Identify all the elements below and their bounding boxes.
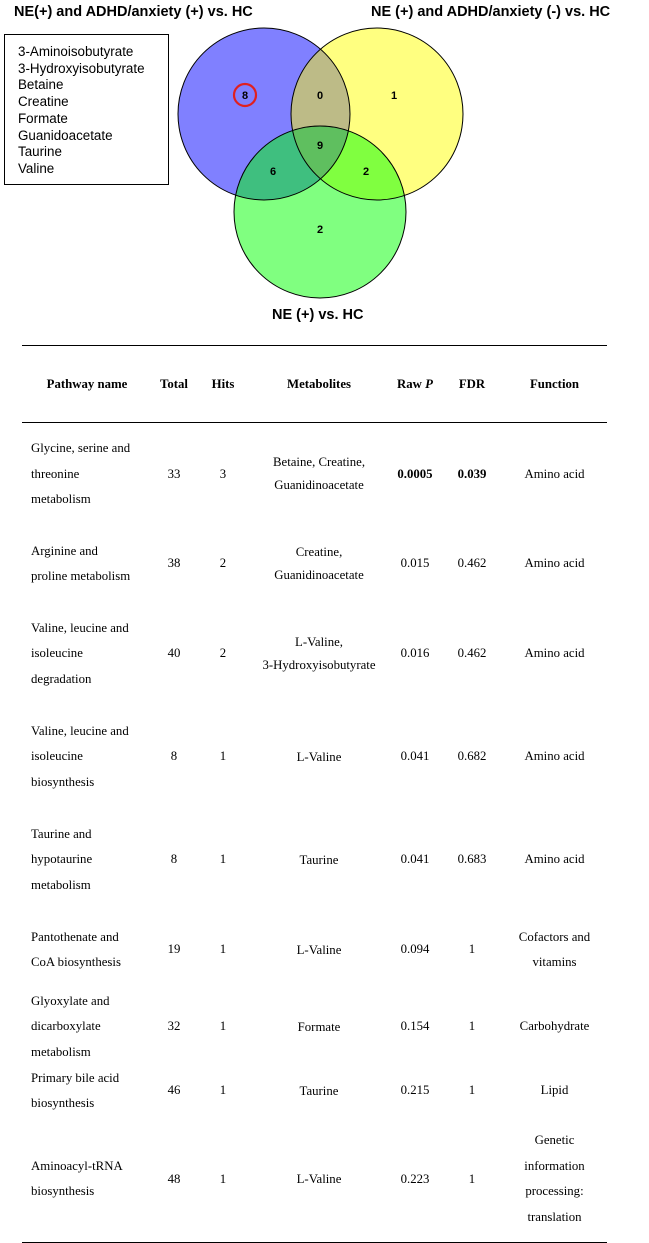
fdr-cell: 0.682: [457, 749, 487, 764]
function-cell: [502, 706, 607, 809]
metabolites-cell-line: L-Valine: [296, 942, 342, 957]
pathway-name-cell-line: biosynthesis: [31, 1184, 95, 1199]
header-metabolites: Metabolites: [250, 346, 388, 423]
hits-cell: 1: [219, 852, 227, 867]
metabolites-cell: [250, 912, 388, 989]
venn-title-left: NE(+) and ADHD/anxiety (+) vs. HC: [14, 4, 253, 20]
raw-p-cell: 0.215: [400, 1083, 430, 1098]
table-row: [22, 1117, 607, 1243]
hits-cell: 1: [219, 1019, 227, 1034]
header-function: Function: [502, 346, 607, 423]
total-cell: 48: [152, 1117, 196, 1243]
pathway-name-cell-line: threonine: [31, 466, 80, 481]
metabolite-item: Formate: [18, 110, 68, 126]
function-cell-line: Cofactors and: [518, 929, 591, 944]
header-raw-p: [388, 346, 442, 423]
metabolites-cell-line: L-Valine: [296, 749, 342, 764]
venn-title-right: NE (+) and ADHD/anxiety (-) vs. HC: [371, 4, 611, 20]
metabolites-cell-line: L-Valine: [296, 1171, 342, 1186]
pathway-name-cell-line: hypotaurine: [31, 852, 93, 867]
metabolites-cell-line: Betaine, Creatine,: [272, 455, 366, 470]
metabolites-cell-line: Guanidinoacetate: [274, 568, 364, 582]
region-left-bottom: 6: [269, 166, 277, 178]
header-pathway: Pathway name: [22, 346, 152, 423]
hits-cell: 2: [219, 646, 227, 661]
pathway-name-cell-line: isoleucine: [31, 646, 83, 661]
function-cell-line: Amino acid: [524, 466, 585, 481]
hits-cell: 2: [219, 556, 227, 571]
metabolites-cell-line: Creatine,: [295, 545, 343, 559]
total-cell: 32: [167, 1019, 181, 1034]
total-cell: 46: [167, 1083, 181, 1098]
total-cell: 19: [167, 942, 181, 957]
table-row: [22, 912, 607, 989]
total-cell: 40: [167, 646, 181, 661]
total-cell: 8: [170, 749, 178, 764]
fdr-cell: 1: [468, 1019, 476, 1034]
pathway-name-cell-line: degradation: [31, 671, 92, 686]
metabolites-cell: [250, 1066, 388, 1117]
metabolites-cell: [250, 706, 388, 809]
pathway-name-cell-line: Glycine, serine and: [31, 441, 131, 455]
function-cell-line: Lipid: [540, 1083, 569, 1098]
pathway-name-cell: [22, 526, 152, 603]
table-row: [22, 603, 607, 706]
fdr-cell: 0.039: [457, 466, 487, 481]
metabolites-cell-line: 3-Hydroxyisobutyrate: [262, 658, 376, 672]
table-row: [22, 1066, 607, 1117]
function-cell-line: translation: [527, 1209, 582, 1224]
pathway-name-cell-line: metabolism: [31, 877, 91, 892]
raw-p-cell: 0.016: [400, 646, 430, 661]
metabolites-cell-line: Guanidinoacetate: [274, 478, 364, 493]
function-cell: [502, 1117, 607, 1243]
venn-title-bottom: NE (+) vs. HC: [272, 307, 364, 323]
hits-cell: 1: [219, 942, 227, 957]
pathway-name-cell: [22, 912, 152, 989]
raw-p-cell: 0.154: [400, 1019, 430, 1034]
total-cell: 38: [167, 556, 181, 571]
metabolite-item: Creatine: [18, 94, 69, 110]
metabolites-cell-line: Taurine: [299, 852, 339, 867]
function-cell: [502, 603, 607, 706]
pathway-name-cell-line: Aminoacyl-tRNA: [31, 1158, 123, 1173]
pathway-name-cell-line: CoA biosynthesis: [31, 955, 121, 969]
table-body: [22, 423, 607, 1243]
header-hits: Hits: [196, 346, 250, 423]
pathway-name-cell: [22, 603, 152, 706]
pathway-name-cell: [22, 1066, 152, 1117]
venn-diagram: [0, 0, 649, 335]
region-bottom-only: 2: [316, 224, 324, 236]
pathway-name-cell-line: Taurine and: [31, 826, 92, 841]
pathway-name-cell-line: metabolism: [31, 492, 91, 506]
raw-p-cell: 0.0005: [397, 466, 433, 481]
pathway-name-cell-line: Arginine and: [31, 543, 98, 558]
region-right-only: 1: [390, 90, 398, 102]
metabolites-cell-line: Formate: [297, 1019, 341, 1034]
pathway-name-cell-line: Valine, leucine and: [31, 620, 129, 635]
hits-cell: 1: [219, 1083, 227, 1098]
metabolite-item: Guanidoacetate: [18, 127, 113, 143]
header-raw-p-italic: P: [425, 376, 433, 391]
raw-p-cell: 0.094: [400, 942, 430, 957]
pathway-name-cell-line: isoleucine: [31, 749, 83, 764]
function-cell-line: Genetic: [534, 1133, 575, 1148]
function-cell-line: Amino acid: [524, 556, 585, 571]
header-fdr: FDR: [442, 346, 502, 423]
pathway-name-cell-line: proline metabolism: [31, 569, 131, 583]
metabolites-cell: [250, 603, 388, 706]
pathway-name-cell-line: Glyoxylate and: [31, 993, 110, 1008]
region-left-right: 0: [316, 90, 324, 102]
table-row: [22, 706, 607, 809]
pathway-name-cell-line: Valine, leucine and: [31, 723, 129, 738]
raw-p-cell: 0.041: [400, 852, 430, 867]
pathway-name-cell-line: Primary bile acid: [31, 1070, 120, 1085]
metabolite-list-box: [4, 34, 169, 185]
pathway-name-cell: [22, 989, 152, 1066]
function-cell: [502, 526, 607, 603]
pathway-name-cell: [22, 706, 152, 809]
function-cell: [502, 1066, 607, 1117]
metabolite-item: 3-Hydroxyisobutyrate: [18, 60, 145, 76]
total-cell: 33: [167, 466, 181, 481]
function-cell-line: Amino acid: [524, 852, 585, 867]
hits-cell: 1: [219, 749, 227, 764]
table-row: [22, 526, 607, 603]
metabolites-cell-line: Taurine: [299, 1083, 339, 1098]
pathway-name-cell: [22, 1117, 152, 1243]
function-cell-line: information: [524, 1158, 585, 1173]
fdr-cell: 0.683: [457, 852, 487, 867]
header-raw-p-prefix: Raw: [397, 376, 426, 391]
fdr-cell: 1: [442, 1117, 502, 1243]
region-left-only: 8: [241, 90, 249, 102]
pathway-table: [22, 345, 607, 1243]
function-cell: [502, 809, 607, 912]
fdr-cell: 0.462: [457, 556, 487, 571]
table-row: [22, 809, 607, 912]
function-cell-line: Amino acid: [524, 646, 585, 661]
header-total: Total: [152, 346, 196, 423]
function-cell: [502, 912, 607, 989]
table-row: [22, 989, 607, 1066]
table-header-row: [22, 346, 607, 423]
pathway-name-cell: [22, 809, 152, 912]
fdr-cell: 0.462: [457, 646, 487, 661]
metabolite-item: Taurine: [18, 144, 62, 160]
raw-p-cell: 0.041: [400, 749, 430, 764]
function-cell: [502, 423, 607, 526]
hits-cell: 1: [196, 1117, 250, 1243]
metabolites-cell: [250, 526, 388, 603]
pathway-name-cell-line: metabolism: [31, 1044, 91, 1059]
pathway-name-cell-line: Pantothenate and: [31, 929, 119, 944]
metabolites-cell: [250, 989, 388, 1066]
fdr-cell: 1: [468, 942, 476, 957]
total-cell: 8: [170, 852, 178, 867]
region-all-three: 9: [316, 140, 324, 152]
table-row: [22, 423, 607, 526]
metabolites-cell: [250, 1117, 388, 1243]
metabolites-cell-line: L-Valine,: [295, 635, 343, 649]
metabolite-item: Valine: [18, 160, 55, 176]
hits-cell: 3: [219, 466, 227, 481]
raw-p-cell: 0.223: [388, 1117, 442, 1243]
metabolite-item: Betaine: [18, 77, 64, 93]
fdr-cell: 1: [468, 1083, 476, 1098]
pathway-name-cell-line: biosynthesis: [31, 774, 95, 789]
metabolites-cell: [250, 809, 388, 912]
metabolite-item: 3-Aminoisobutyrate: [18, 44, 134, 59]
function-cell-line: vitamins: [532, 955, 577, 969]
function-cell: [502, 989, 607, 1066]
pathway-name-cell-line: dicarboxylate: [31, 1019, 101, 1034]
function-cell-line: Amino acid: [524, 749, 585, 764]
region-right-bottom: 2: [362, 166, 370, 178]
pathway-name-cell: [22, 423, 152, 526]
pathway-name-cell-line: biosynthesis: [31, 1096, 95, 1110]
raw-p-cell: 0.015: [400, 556, 430, 571]
metabolites-cell: [250, 423, 388, 526]
function-cell-line: Carbohydrate: [519, 1019, 590, 1034]
function-cell-line: processing:: [525, 1184, 584, 1199]
